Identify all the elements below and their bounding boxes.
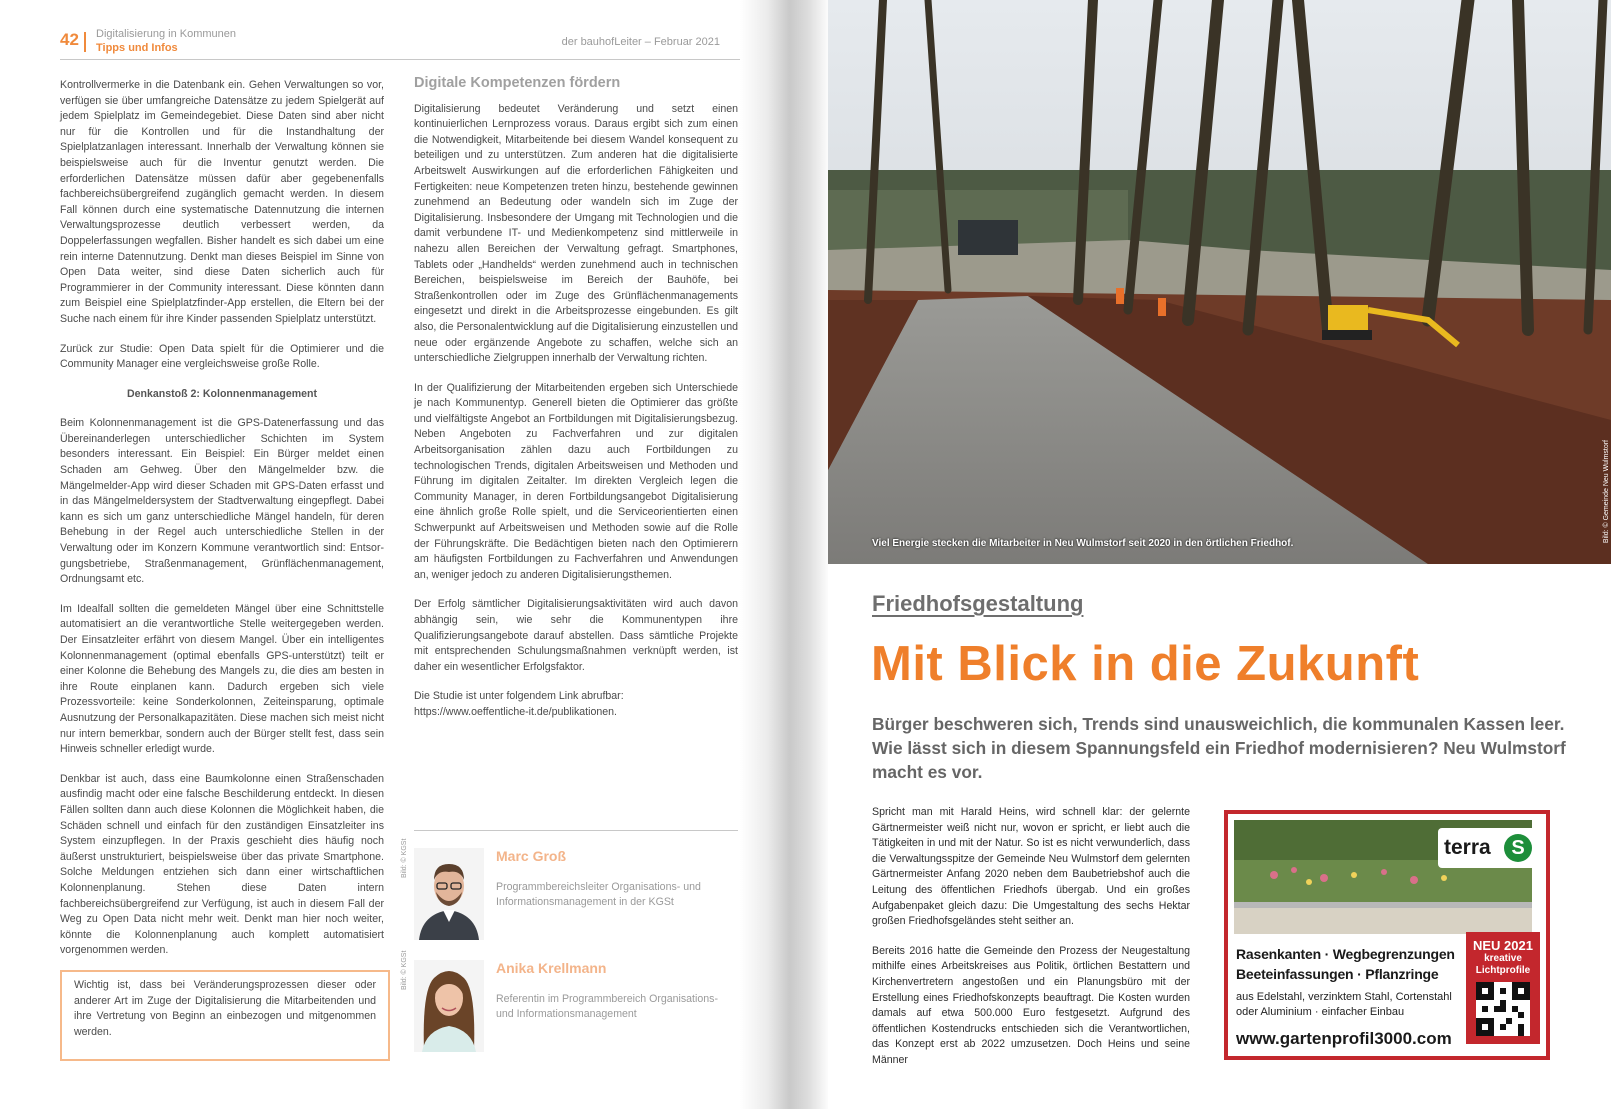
ad-url-link[interactable]: www.gartenprofil3000.com: [1236, 1029, 1452, 1048]
qr-code-icon: [1476, 982, 1530, 1036]
cemetery-photo: [828, 0, 1611, 564]
photo-credit: Bild: © KGSt: [401, 950, 408, 990]
right-text-column: [414, 76, 738, 721]
page-gutter-shadow: [740, 0, 830, 1109]
paragraph: Kontrollvermerke in die Datenbank ein. Gehen Verwaltungen so vor, verfügen sie über umfangreiche Datensätze zu jedem Spielgerät auf jedem Spielplatz im Gemeindegebiet. Diese Daten sind aber nicht nur für die Kontrollen und für die Instandhaltung der Spielplatzanlagen interessant. Innerhalb der Verwaltung können sie beispielsweise auch für die Inventur genutzt werden. Die erforderlichen Datensätze müssen dafür aber gegebenenfalls fachbereichsübergreifend zugänglich gemacht werden. In diesem Fall können durch eine systematische Datennutzung die internen Verwaltungsprozesse deutlich verbessert werden, da Doppelerfassungen wegfallen. Bisher handelt es sich dabei um eine rein interne Datennutzung. Denkt man dieses Beispiel im Sinne von Open Data weiter, sind diese Daten sicherlich auch für Programmierer in der Community interessant. Diese könnten dann zum Beispiel eine Spielplatzfinder-App erstellen, die Eltern bei der Suche nach einem für ihre Kinder passenden Spielplatz unterstützt.: [60, 79, 384, 325]
author-anika-krellmann: [401, 950, 744, 1060]
issue-label: der bauhofLeiter – Februar 2021: [561, 36, 720, 48]
author-name: Marc Groß: [496, 848, 567, 864]
paragraph: Bereits 2016 hatte die Gemeinde den Prozess der Neugestaltung mithilfe eines Arbeitskreises aus Politik, örtlichen Bestattern und Kirchenvertretern angestoßen und ein Planungsbüro mit der Erstellung eines Friedhofskonzepts beauftragt. Die Kosten wurden damals auf etwa 500.000 Euro festgesetzt. Aufgrund des öffentlichen Kostendrucks entschieden sich die Verantwortlichen, das Konzept erst ab 2022 umzusetzen. Doch Heins und seine Männer: [872, 944, 1190, 1066]
paragraph: In der Qualifizierung der Mitarbeitenden ergeben sich Unterschiede je nach Kommunentyp. Generell bieten die Optimierer das größte und vielfältigste Angebot an Fortbildungen mit Digitalisierungsbezug. Neben Angeboten zu Fachverfahren und zur digitalen Arbeitsorganisation zählen dazu auch Fortbildungen zu technologischen Trends, digitalen Arbeitsweisen und Methoden und Führung im digitalen Zeitalter. Im direkten Vergleich legen die Community Manager, in deren Fortbildungsangebot Digitalisierung eine ähnlich große Rolle spielt, und die Serviceorientierten einen Schwerpunkt auf Arbeitsweisen und Methoden sowie auf die Rolle der Führungskräfte. Die Bedächtigen bieten nach den Optimierern am häufigsten Fortbildungen zu Fachverfahren und Anwendungen an, weniger jedoch zu anderen Digitalisierungsthemen.: [414, 381, 738, 581]
logo-text: terra: [1444, 836, 1491, 859]
left-text-column: [60, 78, 384, 973]
cemetery-photo-illustration: [828, 0, 1611, 564]
callout-box: Wichtig ist, dass bei Veränderungsprozessen dieser oder anderer Art im Zuge der Digitalisierung die Mitarbeitenden und ihre Vertretung von Beginn an einbezogen und mitgenommen werden.: [60, 970, 390, 1061]
logo-letter: S: [1504, 834, 1532, 862]
paragraph: Digitalisierung bedeutet Veränderung und setzt einen kontinuierlichen Lernprozess voraus. Daraus ergibt sich zum einen die Notwendigkeit, Mitarbeitende bei diesem Wandel konsequent zu beteiligen und zu unterstützen. Zum anderen hat die digitalisierte Arbeitswelt Auswirkungen auf die erforderlichen Fähigkeiten und Fertigkeiten: neue Kompetenzen treten hinzu, bestehende gewinnen zunehmend an Bedeutung oder wandeln sich im Zuge der Digitalisierung. Insbesondere der Umgang mit Technologien und die damit verbundene IT- und Medienkompetenz sind mittlerweile in nahezu allen Bereichen der Verwaltung gefragt. Smartphones, Tablets oder „Handhelds“ werden zunehmend auch in technischen Bereichen, beispielsweise im Bereich der Bauhöfe, bei Straßenkontrollen oder im Zuge des Grünflächenmanagements eingesetzt und direkt in die Arbeitsprozesse eingebunden. Es gilt also, die Personalentwicklung auf die Digitalisierung einzustellen und neue oder ergänzende Angebote zu schaffen, welche sich an unterschiedliche Zielgruppen innerhalb der Verwaltung richten.: [414, 102, 738, 365]
author-role: Programmbereichsleiter Organisations- und Informationsmanagement in der KGSt: [496, 881, 701, 908]
author-photo: [414, 960, 484, 1052]
ad-product-line: Beeteinfassungen · Pflanzringe: [1236, 966, 1439, 982]
paragraph: Der Erfolg sämtlicher Digitalisierungsaktivitäten wird auch davon abhängig sein, wie sehr die Kommunentypen ihre Qualifizierungsangebote darauf abstellen. Dass sämtliche Projekte mit entsprechenden Schulungsmaßnahmen verknüpft werden, ist daher ein wesentlicher Erfolgsfaktor.: [414, 598, 738, 673]
badge-title: NEU 2021: [1473, 938, 1533, 953]
article-body: [872, 805, 1190, 1083]
study-link[interactable]: https://www.oeffentliche-it.de/publikationen.: [414, 705, 617, 718]
author-name: Anika Krellmann: [496, 960, 607, 976]
section-subtitle: Tipps und Infos: [96, 42, 178, 54]
badge-subtitle: kreative Lichtprofile: [1475, 953, 1531, 976]
paragraph: Die Studie ist unter folgendem Link abrufbar:: [414, 690, 624, 703]
page-number: 42: [60, 30, 79, 49]
subheading: Denkanstoß 2: Kolonnenmanagement: [126, 387, 318, 400]
article-lead: Bürger beschweren sich, Trends sind unausweichlich, die kommunalen Kassen leer. Wie lässt sich in diesem Spannungsfeld ein Friedhof modernisieren? Neu Wulmstorf macht es vor.: [872, 714, 1566, 782]
author-role: Referentin im Programmbereich Organisations- und Informationsmanagement: [496, 993, 718, 1020]
author-marc-gross: [401, 838, 744, 948]
right-page: [828, 0, 1611, 1109]
ad-description: aus Edelstahl, verzinktem Stahl, Cortenstahl oder Aluminium · einfacher Einbau: [1236, 991, 1452, 1018]
left-page: [0, 0, 770, 1109]
photo-credit: Bild: © Gemeinde Neu Wulmstorf: [1603, 440, 1610, 544]
photo-credit: Bild: © KGSt: [401, 838, 408, 878]
section-title: Digitalisierung in Kommunen: [96, 28, 237, 40]
paragraph: Denkbar ist auch, dass eine Baumkolonne einen Straßenschaden ausfindig macht oder eine falsche Beschilderung entdeckt. In diesen Fällen sollten dann auch diese Kolonnen die Möglichkeit haben, die Schäden schnell und einfach für den zuständigen Einsatzleiter ins System einzupflegen. In der Praxis geschieht dies häufig noch äußerst unstrukturiert, beispielsweise über das private Smartphone. Solche Meldungen entziehen sich dann einer wirtschaftlichen Kolonnenplanung. Stehen diese Daten intern fachbereichsübergreifend zur Verfügung, ist auch in diesem Fall der Weg zu Open Data nicht mehr weit. Denkt man hier noch weiter, könnte die Kolonnenplanung auch komplett automatisiert vorgenommen werden.: [60, 772, 384, 957]
column-heading: Digitale Kompetenzen fördern: [414, 75, 621, 91]
paragraph: Im Idealfall sollten die gemeldeten Mängel über eine Schnittstelle automatisiert an die verantwortliche Stelle weitergegeben werden. Der Einsatzleiter erfährt von diesem Mangel. Über ein intelligentes Kolonnenmanagement (optimal ebenfalls GPS-unterstützt) teilt er einer Kolonne die Behebung des Mangels zu, die dies am besten in ihre Route einplanen kann. Dadurch ergeben sich viele Prozessvorteile: keine Sonderkolonnen, Zeiteinsparung, optimale Ausnutzung der Personalkapazitäten. Diese machen sich meist nicht nur intern bemerkbar, sondern auch der Bürger stellt fest, dass sein Hinweis schneller erledigt wurde.: [60, 602, 384, 756]
author-photo: [414, 848, 484, 940]
paragraph: Spricht man mit Harald Heins, wird schnell klar: der gelernte Gärtnermeister weiß nicht nur, wovon er spricht, er liebt auch die Tätigkeiten in und mit der Natur. So ist es nicht verwunderlich, dass die Verwaltungsspitze der Gemeinde Neu Wulmstorf dem gelernten Gärtnermeister Anfang 2020 neben dem Baubetriebshof auch die Leitung des öffentlichen Friedhofs übergab. Und ein großes Aufgabenpaket gleich dazu: Die Umgestaltung des sechs Hektar großen Friedhofsgeländes steht seither an.: [872, 806, 1190, 928]
article-kicker: Friedhofsgestaltung: [872, 591, 1084, 616]
ad-badge: [1466, 932, 1540, 1044]
photo-caption: Viel Energie stecken die Mitarbeiter in Neu Wulmstorf seit 2020 in den örtlichen Friedhof.: [872, 538, 1294, 549]
ad-product-line: Rasenkanten · Wegbegrenzungen: [1236, 946, 1455, 962]
header-divider: [60, 59, 740, 60]
paragraph: Zurück zur Studie: Open Data spielt für die Optimierer und die Community Manager eine vergleichsweise große Rolle.: [60, 342, 384, 371]
terra-logo: [1438, 828, 1538, 868]
authors-divider: [414, 830, 738, 831]
article-headline: Mit Blick in die Zukunft: [871, 637, 1420, 691]
page-number-bar: [84, 32, 86, 52]
paragraph: Beim Kolonnenmanagement ist die GPS-Datenerfassung und das Übereinanderlegen unterschiedlicher Schichten im System besonders interessant. Ein Beispiel: Ein Bürger meldet einen Schaden am Gehweg. Über den Mängelmelder bzw. die Mängelmelder-App wird dieser Schaden mit GPS-Daten erfasst und in das Mängelmeldersystem der Stadtverwaltung eingepflegt. Dabei kann es sich um ganz unterschiedliche Mängel handeln, für deren Behebung in der Regel auch unterschiedliche Stellen in der Verwaltung oder im Konzern Kommune verantwortlich sind: Entsor-gungsbetriebe, Straßenmanagement, Grünflächenmanagement, Ordnungsamt etc.: [60, 417, 384, 586]
advertisement[interactable]: [1224, 810, 1550, 1060]
